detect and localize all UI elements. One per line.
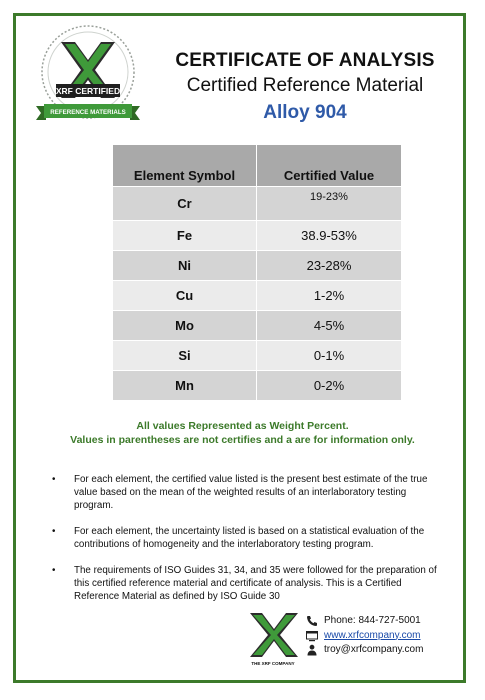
element-symbol: Cu <box>113 281 257 311</box>
website-link[interactable]: www.xrfcompany.com <box>324 629 421 641</box>
list-item <box>42 473 437 512</box>
certified-value: 19-23% <box>257 187 402 221</box>
list-item <box>42 564 437 603</box>
bullet-text: For each element, the certified value listed is the present best estimate of the true value based on the mean of the weighted results of an interlaboratory testing program. <box>74 474 428 511</box>
certified-value: 23-28% <box>257 251 402 281</box>
weight-percent-note <box>40 419 445 447</box>
certificate-title: CERTIFICATE OF ANALYSIS <box>175 50 435 71</box>
certified-value: 0-1% <box>257 341 402 371</box>
email-address[interactable]: troy@xrfcompany.com <box>324 644 424 655</box>
note-line-1: All values Represented as Weight Percent. <box>136 420 349 432</box>
bullet-icon: • <box>52 474 56 485</box>
website-row <box>306 629 423 644</box>
table-row <box>113 371 401 401</box>
table-row <box>113 281 401 311</box>
certified-value: 38.9-53% <box>257 221 402 251</box>
xrf-certified-seal-icon <box>28 22 148 132</box>
email-row <box>306 643 423 658</box>
phone-number: Phone: 844-727-5001 <box>324 615 421 626</box>
certified-value: 1-2% <box>257 281 402 311</box>
alloy-name: Alloy 904 <box>263 102 347 123</box>
title-block <box>160 50 450 124</box>
phone-row <box>306 614 423 629</box>
certified-value: 4-5% <box>257 311 402 341</box>
table-row <box>113 311 401 341</box>
company-logo-text: THE XRF COMPANY <box>251 661 295 666</box>
bullet-text: The requirements of ISO Guides 31, 34, and 35 were followed for the preparation of this certified reference material and certificate of analysis. This is a Certified Reference Material as defined by ISO Guide 30 <box>74 565 437 602</box>
certified-value: 0-2% <box>257 371 402 401</box>
element-symbol: Cr <box>113 187 257 221</box>
explanatory-bullets <box>42 473 437 616</box>
bullet-text: For each element, the uncertainty listed is based on a statistical evaluation of the contributions of homogeneity and the interlaboratory testing program. <box>74 526 425 550</box>
bullet-icon: • <box>52 526 56 537</box>
person-icon <box>306 644 318 656</box>
element-symbol: Fe <box>113 221 257 251</box>
table-row <box>113 251 401 281</box>
element-symbol: Mo <box>113 311 257 341</box>
element-symbol: Mn <box>113 371 257 401</box>
element-symbol: Si <box>113 341 257 371</box>
table-row <box>113 221 401 251</box>
table-row <box>113 187 401 221</box>
column-header-element-symbol: Element Symbol <box>113 145 257 187</box>
certified-values-table <box>113 145 401 400</box>
table-row <box>113 341 401 371</box>
column-header-certified-value: Certified Value <box>257 145 402 187</box>
list-item <box>42 525 437 551</box>
note-line-2: Values in parentheses are not certifies and a are for information only. <box>70 434 415 446</box>
web-icon <box>306 630 318 642</box>
phone-icon <box>306 615 318 627</box>
bullet-icon: • <box>52 565 56 576</box>
svg-text:XRF CERTIFIED: XRF CERTIFIED <box>55 86 121 96</box>
contact-info <box>306 614 423 658</box>
svg-text:REFERENCE MATERIALS: REFERENCE MATERIALS <box>50 109 126 116</box>
element-symbol: Ni <box>113 251 257 281</box>
xrf-company-logo-icon <box>246 611 302 659</box>
certificate-subtitle: Certified Reference Material <box>186 75 424 96</box>
